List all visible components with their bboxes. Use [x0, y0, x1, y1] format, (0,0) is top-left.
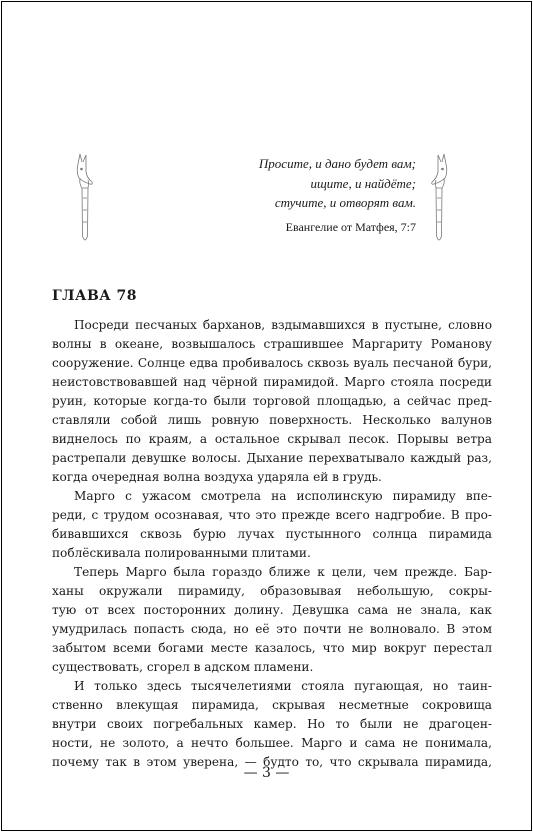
- page-number: — 3 —: [243, 765, 290, 781]
- text-line: забытом всеми богами месте казалось, что мир вокруг перестал: [52, 641, 492, 655]
- text-line: неистовствовавшей над чёрной пирамидой. Марго стояла посреди: [52, 375, 492, 389]
- text-line: ственно влекущая пирамида, скрывая несметные сокровища: [52, 698, 492, 712]
- epigraph-text: [116, 154, 416, 236]
- text-line: волны в океане, возвышалось страшившее Маргариту Романову: [52, 337, 492, 351]
- text-line: растрепали девушке волосы. Дыхание перехватывало каждый раз,: [52, 451, 492, 465]
- text-line: реди, с трудом осознавая, что это прежде всего надгробие. В про-: [52, 508, 492, 522]
- text-line: руин, которые когда-то были торговой площадью, а сейчас пред-: [52, 394, 492, 408]
- text-line: внутри своих погребальных камер. Но то были не драгоцен-: [52, 717, 492, 731]
- text-line: почему так в этом уверена, — будто то, что скрывала пирамида,: [52, 755, 492, 769]
- paragraph: [52, 316, 492, 487]
- book-page: [1, 1, 532, 831]
- epigraph-line: Просите, и дано будет вам;: [258, 156, 416, 171]
- text-line: ханы окружали пирамиду, образовывая небольшую, сокры-: [52, 584, 492, 598]
- text-line: когда очередная волна воздуха ударяла ей в грудь.: [52, 470, 382, 484]
- paragraph: [52, 563, 492, 677]
- epigraph-source: Евангелие от Матфея, 7:7: [285, 219, 416, 234]
- paragraph: [52, 487, 492, 563]
- text-line: Теперь Марго была гораздо ближе к цели, чем прежде. Бар-: [74, 565, 492, 579]
- text-line: И только здесь тысячелетиями стояла пугающая, но таин-: [74, 679, 492, 693]
- text-line: виднелось по краям, а остальное скрывал песок. Порывы ветра: [52, 432, 492, 446]
- text-line: существовать, сгорел в адском пламени.: [52, 660, 314, 674]
- chapter-title: ГЛАВА 78: [52, 288, 138, 304]
- paragraph: [52, 677, 492, 772]
- text-line: ности, не золото, а нечто большее. Марго и сама не понимала,: [52, 736, 492, 750]
- text-line: сооружение. Солнце едва пробивалось сквозь вуаль песчаной бури,: [52, 356, 492, 370]
- chapter-body: [52, 316, 492, 772]
- text-line: тую от всех посторонних долину. Девушка сама не знала, как: [52, 603, 492, 617]
- text-line: ставляли собой лишь ровную поверхность. Несколько валунов: [52, 413, 492, 427]
- text-line: Посреди песчаных барханов, вздымавшихся в пустыне, словно: [74, 318, 492, 332]
- text-line: умудрилась попасть сюда, но её это почти не волновало. В этом: [52, 622, 492, 636]
- text-line: бивавшихся сквозь бурю лучах пустынного солнца пирамида: [52, 527, 492, 541]
- jackal-scepter-icon: [428, 152, 450, 246]
- text-line: Марго с ужасом смотрела на исполинскую пирамиду впе-: [74, 489, 492, 503]
- epigraph-line: стучите, и отворят вам.: [274, 195, 416, 210]
- text-line: поблёскивала полированными плитами.: [52, 546, 311, 560]
- jackal-scepter-icon: [74, 152, 96, 246]
- epigraph-block: [74, 152, 450, 252]
- epigraph-line: ищите, и найдёте;: [310, 175, 416, 191]
